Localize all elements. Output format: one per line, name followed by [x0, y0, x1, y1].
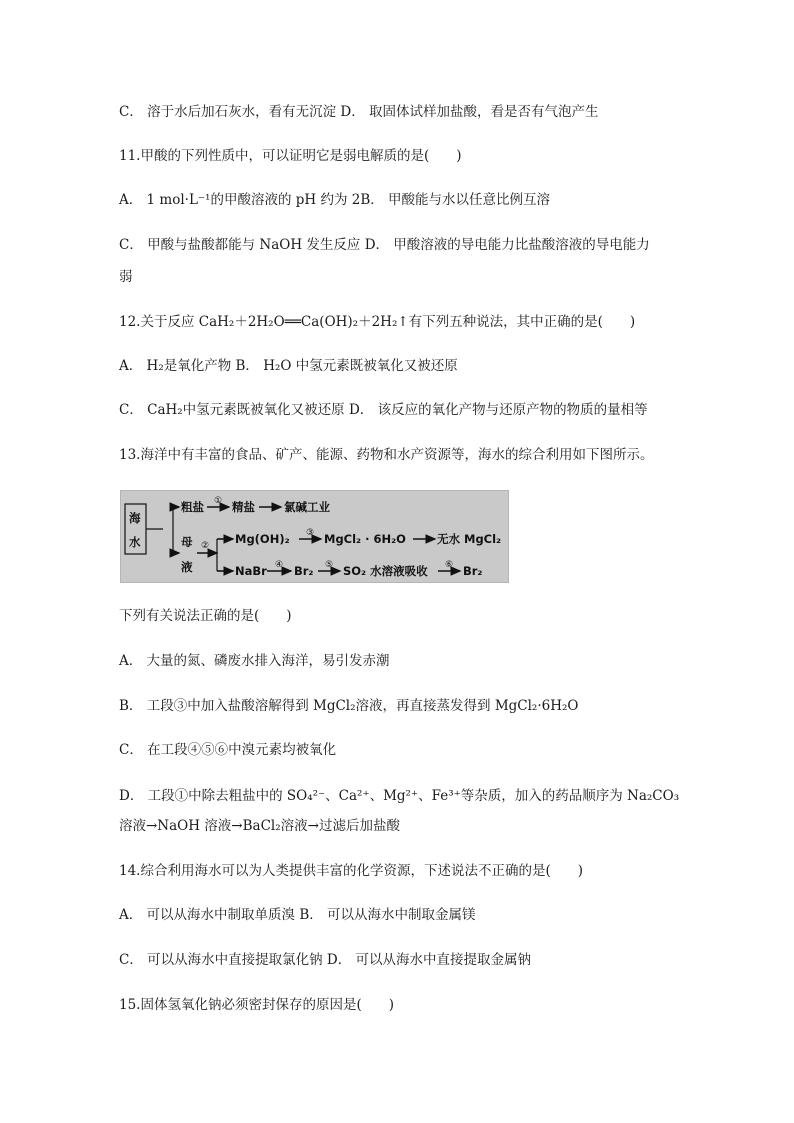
crude-salt-label: 粗盐 [181, 500, 204, 514]
q13-option-c: C． 在工段④⑤⑥中溴元素均被氧化 [119, 742, 337, 758]
q13-option-b: B． 工段③中加入盐酸溶解得到 MgCl₂溶液，再直接蒸发得到 MgCl₂·6H₂O [119, 698, 579, 714]
q14-stem: 14.综合利用海水可以为人类提供丰富的化学资源，下述说法不正确的是( ) [119, 863, 584, 879]
q14-option-c: C． 可以从海水中直接提取氯化钠 D． 可以从海水中直接提取金属钠 [119, 952, 532, 968]
mgcl2-hydrate-label: MgCl₂ · 6H₂O [324, 532, 406, 546]
step-1-marker: ① [214, 496, 223, 506]
q15-stem: 15.固体氢氧化钠必须密封保存的原因是( ) [119, 997, 395, 1013]
seawater-label-1: 海 [129, 511, 141, 525]
step-3-marker: ③ [306, 528, 315, 538]
chlor-alkali-label: 氯碱工业 [284, 500, 330, 514]
mg-oh2-label: Mg(OH)₂ [235, 532, 290, 546]
seawater-label-2: 水 [129, 535, 141, 549]
q12-option-a: A． H₂是氧化产物 B． H₂O 中氢元素既被氧化又被还原 [119, 358, 458, 374]
nabr-label: NaBr [235, 564, 267, 578]
mother-liquor-label-2: 液 [181, 560, 193, 574]
step-4-marker: ④ [275, 560, 284, 570]
seawater-process-diagram [120, 490, 509, 583]
step-2-marker: ② [201, 541, 210, 551]
step-5-marker: ⑤ [325, 560, 334, 570]
q12-stem: 12.关于反应 CaH₂＋2H₂O══Ca(OH)₂＋2H₂↑有下列五种说法，其中正确的是( ) [119, 314, 636, 330]
q11-option-c-cont: 弱 [119, 269, 133, 285]
q10-option-c: C． 溶于水后加石灰水，看有无沉淀 D． 取固体试样加盐酸，看是否有气泡产生 [119, 104, 599, 120]
anhydrous-mgcl2-label: 无水 MgCl₂ [437, 532, 502, 546]
mother-liquor-label-1: 母 [181, 535, 193, 549]
q13-option-d-cont: 溶液→NaOH 溶液→BaCl₂溶液→过滤后加盐酸 [119, 818, 400, 834]
br2-label-b: Br₂ [463, 564, 483, 578]
br2-label-a: Br₂ [294, 564, 314, 578]
q13-option-d: D． 工段①中除去粗盐中的 SO₄²⁻、Ca²⁺、Mg²⁺、Fe³⁺等杂质，加入的药品顺序为 Na₂CO₃ [119, 788, 680, 804]
q14-option-a: A． 可以从海水中制取单质溴 B． 可以从海水中制取金属镁 [119, 907, 476, 923]
q11-stem: 11.甲酸的下列性质中，可以证明它是弱电解质的是( ) [119, 148, 462, 164]
q12-option-c: C． CaH₂中氢元素既被氧化又被还原 D． 该反应的氧化产物与还原产物的物质的量相等 [119, 402, 648, 418]
q13-stem: 13.海洋中有丰富的食品、矿产、能源、药物和水产资源等，海水的综合利用如下图所示。 [119, 447, 654, 463]
step-6-marker: ⑥ [445, 560, 454, 570]
so2-absorb-label: SO₂ 水溶液吸收 [343, 564, 428, 578]
refined-salt-label: 精盐 [232, 500, 255, 514]
q11-option-c: C． 甲酸与盐酸都能与 NaOH 发生反应 D． 甲酸溶液的导电能力比盐酸溶液的导电能力 [119, 237, 650, 253]
q13-ask: 下列有关说法正确的是( ) [119, 608, 292, 624]
q11-option-a: A． 1 mol·L⁻¹的甲酸溶液的 pH 约为 2B． 甲酸能与水以任意比例互溶 [119, 192, 551, 208]
q13-option-a: A． 大量的氮、磷废水排入海洋，易引发赤潮 [119, 653, 390, 669]
